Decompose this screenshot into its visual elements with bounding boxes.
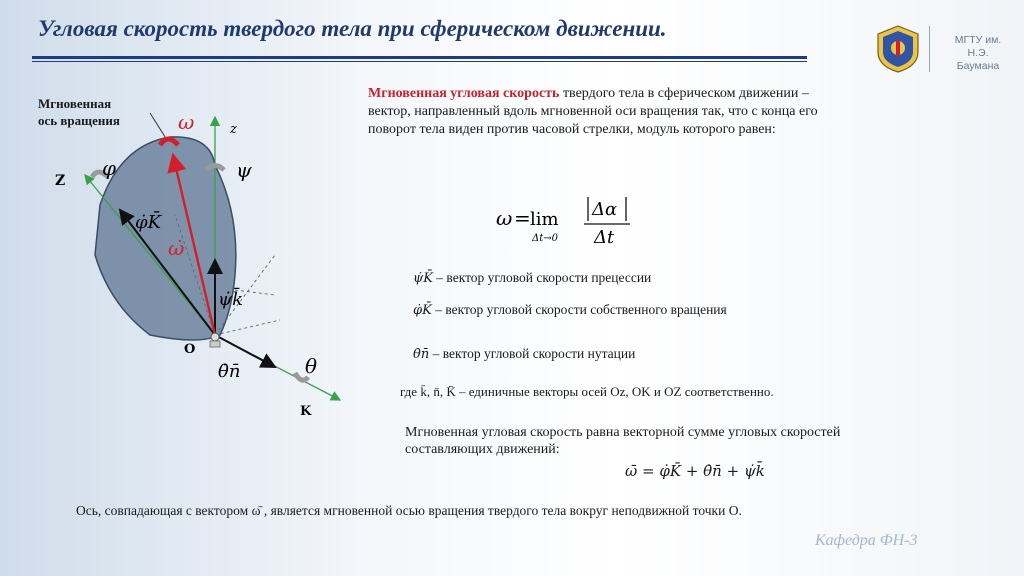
label-theta-dot-n: θ̇n̄ xyxy=(218,361,241,382)
formula-numer: Δα xyxy=(592,199,618,220)
rigid-body-diagram xyxy=(40,95,370,425)
label-psi-dot-k: ψ̇k̄ xyxy=(218,289,244,310)
caption-leader xyxy=(150,113,167,140)
org-line: Баумана xyxy=(956,60,1000,72)
definition-term: Мгновенная угловая скорость xyxy=(368,86,560,101)
label-O: O xyxy=(184,342,196,357)
formula-sub: Δt→0 xyxy=(532,233,558,244)
support-icon xyxy=(210,341,220,347)
organization-name xyxy=(938,34,1018,73)
omega-limit-formula xyxy=(492,195,642,255)
label-theta: θ xyxy=(305,354,318,378)
slide-title: Угловая скорость твердого тела при сферическом движении. xyxy=(38,16,667,41)
legend-precession xyxy=(413,270,651,287)
label-Z: Z xyxy=(55,173,66,189)
caption-line: ось вращения xyxy=(38,113,120,128)
caption-line: Мгновенная xyxy=(38,96,112,111)
university-crest-icon xyxy=(875,24,921,74)
legend-nutation xyxy=(413,346,635,363)
label-phi-dot-K: φ̇K̄ xyxy=(135,212,162,233)
label-z: z xyxy=(230,122,237,137)
title-rule-thin xyxy=(32,61,807,62)
sum-paragraph: Мгновенная угловая скорость равна векторной сумме угловых скоростей составляющих движений: xyxy=(405,425,841,457)
legend-symbol: φ̇K̄ xyxy=(413,303,432,318)
formula-denom: Δt xyxy=(594,227,615,248)
org-line: МГТУ им. xyxy=(954,34,1002,46)
definition-text: твердого тела в сферическом движении – вектор, направленный вдоль мгновенной оси вращения так, что с конца его поворот тела виден против часовой стрелки, модуль которого равен: xyxy=(368,86,818,137)
legend-text: – вектор угловой скорости прецессии xyxy=(432,270,652,285)
title-rule xyxy=(32,56,807,59)
fixed-point-O xyxy=(211,333,219,341)
definition-paragraph xyxy=(368,85,838,139)
org-line: Н.Э. xyxy=(967,47,989,59)
unit-vectors-note: где k̄, n̄, K̄ – единичные векторы осей Oz, OK и OZ соответственно. xyxy=(400,384,774,399)
label-omega-top: ω xyxy=(178,110,195,134)
logo-divider xyxy=(929,26,930,72)
sum-formula: ω̄ = φ̇K̄ + θ̇n̄ + ψ̇k̄ xyxy=(625,462,765,480)
formula-lhs: ω xyxy=(496,206,513,230)
department-footer: Кафедра ФН-3 xyxy=(815,532,918,549)
legend-text: – вектор угловой скорости собственного вращения xyxy=(431,302,727,317)
label-psi: ψ xyxy=(236,158,252,182)
label-phi: φ xyxy=(102,156,117,180)
legend-symbol: θ̇n̄ xyxy=(413,347,430,362)
legend-text: – вектор угловой скорости нутации xyxy=(429,346,636,361)
formula-lim: lim xyxy=(530,209,559,230)
label-K: K xyxy=(300,404,312,419)
legend-symbol: ψ̇K̄ xyxy=(413,271,433,286)
formula-eq: = xyxy=(514,206,531,230)
label-omega-dot: ω̇ xyxy=(168,236,185,260)
legend-spin xyxy=(413,302,727,319)
instant-axis-sentence: Ось, совпадающая с вектором ω̄ , является мгновенной осью вращения твердого тела вокруг неподвижной точки О. xyxy=(76,503,742,518)
